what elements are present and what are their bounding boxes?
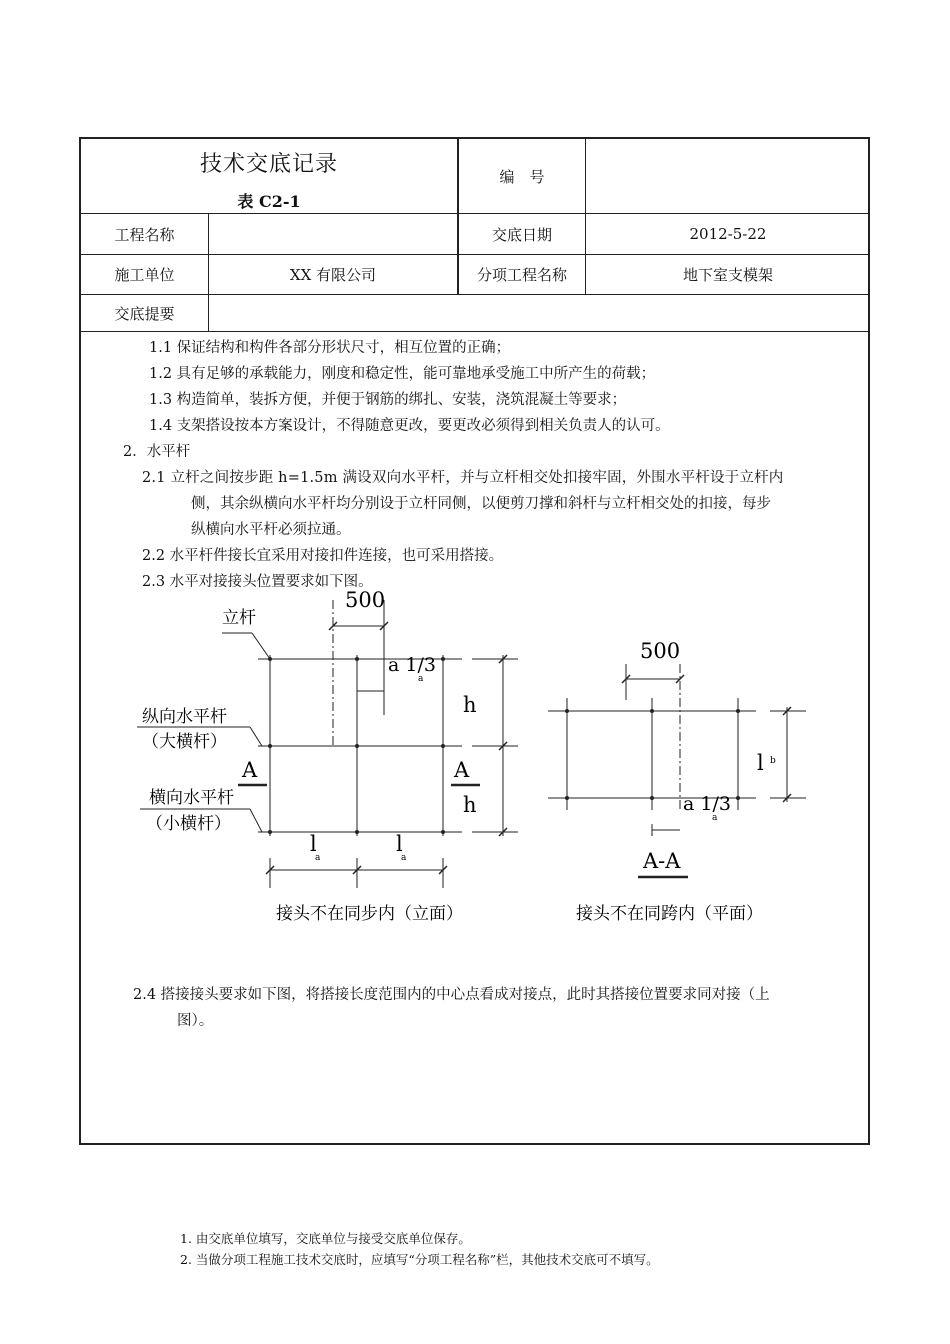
label-a-third-left: a 1/3 [388,654,436,676]
label-long-bar-alias: （大横杆） [142,732,227,752]
summary-label: 交底提要 [114,304,175,323]
paragraph-1-3: 1.3 构造简单，装拆方便，并便于钢筋的绑扎、安装，浇筑混凝土等要求； [149,392,627,408]
paragraph-2-2: 2.2 水平杆件接长宜采用对接扣件连接，也可采用搭接。 [142,548,504,564]
label-lb: l [757,751,764,775]
form-title: 技术交底记录 [199,152,338,177]
paragraph-1-4: 1.4 支架搭设按本方案设计，不得随意更改，要更改必须得到相关负责人的认可。 [149,418,670,434]
sub-a: a [315,853,321,863]
label-long-bar: 纵向水平杆 [142,707,227,727]
date-label: 交底日期 [491,225,552,244]
label-h-upper: h [463,693,477,717]
subproject-value[interactable]: 地下室支模架 [682,266,773,284]
paragraph-2-1: 2.1 立杆之间按步距 h=1.5m 满设双向水平杆，并与立杆相交处扣接牢固，外围水平杆设于立杆内 [142,470,784,486]
section-2-heading: 2．水平杆 [123,444,191,460]
sub-a: a [418,674,424,684]
paragraph-2-4: 2.4 搭接接头要求如下图，将搭接长度范围内的中心点看成对接点，此时其搭接位置要求同对接（上 [133,987,770,1003]
paragraph-1-2: 1.2 具有足够的承载能力，刚度和稳定性，能可靠地承受施工中所产生的荷载； [149,366,656,382]
paragraph-2-3: 2.3 水平对接接头位置要求如下图。 [142,574,373,590]
label-la-1: l [310,832,317,856]
unit-label: 施工单位 [114,266,175,284]
section-mark-a-right: A [454,758,470,782]
form-code: 表 C2-1 [237,192,301,211]
caption-plan: 接头不在同跨内（平面） [576,904,763,924]
label-cross-bar-alias: （小横杆） [146,814,231,834]
dim-500-left: 500 [345,588,386,612]
number-label: 编 号 [499,167,545,186]
sub-b: b [770,756,776,766]
section-title-a-a: A-A [643,849,681,873]
label-h-lower: h [463,793,477,817]
label-la-2: l [396,832,403,856]
footnotes [180,1228,659,1270]
paragraph-2-4-cont: 图）。 [177,1013,214,1029]
label-pole: 立杆 [222,608,256,628]
sub-a: a [401,853,407,863]
label-a-third-right: a 1/3 [683,793,731,815]
paragraph-2-1-cont: 侧，其余纵横向水平杆均分别设于立杆同侧，以便剪刀撑和斜杆与立杆相交处的扣接，每步 [191,496,771,512]
dim-500-right: 500 [640,639,681,663]
date-value[interactable]: 2012-5-22 [689,225,767,243]
paragraph-1-1: 1.1 保证结构和构件各部分形状尺寸，相互位置的正确； [149,340,511,356]
footnote-1: 1. 由交底单位填写，交底单位与接受交底单位保存。 [180,1231,471,1246]
paragraph-2-1-cont: 纵横向水平杆必须拉通。 [191,522,351,538]
footnote-2: 2. 当做分项工程施工技术交底时，应填写“分项工程名称”栏，其他技术交底可不填写。 [180,1252,659,1267]
project-name-label: 工程名称 [114,225,175,244]
unit-value[interactable]: XX 有限公司 [289,266,377,284]
label-cross-bar: 横向水平杆 [149,788,234,808]
section-mark-a-left: A [242,758,258,782]
caption-elevation: 接头不在同步内（立面） [276,904,463,924]
sub-a: a [712,813,718,823]
subproject-label: 分项工程名称 [476,266,567,284]
